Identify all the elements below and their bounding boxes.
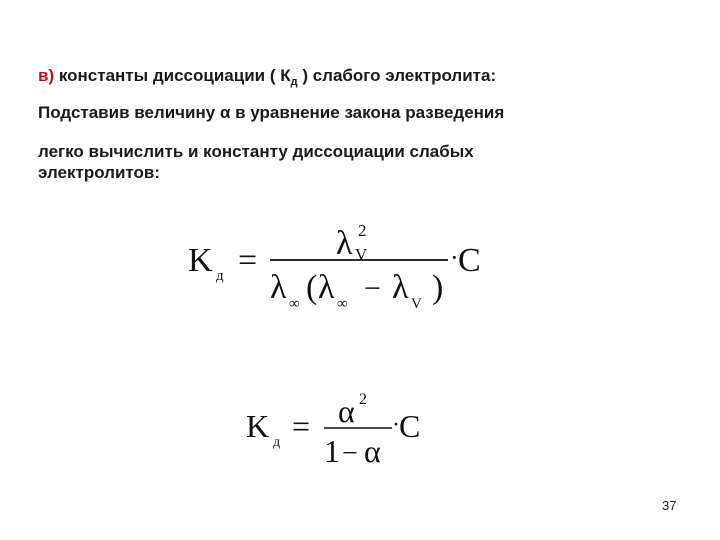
f1-lhs-K: K xyxy=(188,242,213,279)
body-line-2: легко вычислить и константу диссоциации слабых xyxy=(38,142,474,161)
f2-den-alpha: α xyxy=(364,433,381,469)
f1-times: · xyxy=(450,243,459,272)
f1-den-minus: − xyxy=(364,272,381,305)
f2-rhs-C: C xyxy=(399,408,421,444)
f2-lhs-K: K xyxy=(246,408,270,444)
f2-num-alpha: α xyxy=(338,393,355,429)
dissociation-constant-formula-lambda xyxy=(186,214,506,320)
f1-num-sub: V xyxy=(355,245,368,264)
f2-times: · xyxy=(392,412,400,438)
f1-den-lambda1: λ xyxy=(270,269,287,306)
f1-den-sub1: ∞ xyxy=(289,296,300,312)
heading-text-after: ) слабого электролита: xyxy=(302,66,497,85)
page-number: 37 xyxy=(662,498,677,513)
f1-den-sub2: ∞ xyxy=(337,296,348,312)
f1-num-sup: 2 xyxy=(358,221,367,240)
heading-text-before: константы диссоциации ( К xyxy=(58,66,291,85)
f2-den-minus: − xyxy=(342,438,358,469)
f1-lhs-sub: д xyxy=(216,268,224,284)
body-line-1: Подставив величину α в уравнение закона разведения xyxy=(38,103,505,122)
formula1-svg xyxy=(186,214,506,320)
f1-den-lambda2: λ xyxy=(318,269,335,306)
formula2-svg xyxy=(244,390,444,474)
f2-num-sup: 2 xyxy=(359,391,367,408)
section-heading xyxy=(38,66,496,88)
f1-equals: = xyxy=(238,242,258,279)
f1-den-open: ( xyxy=(306,269,318,306)
f1-den-close: ) xyxy=(432,269,444,306)
f1-num-lambda: λ xyxy=(336,225,353,262)
f1-den-lambda3: λ xyxy=(392,269,409,306)
heading-marker: в) xyxy=(38,66,55,85)
f1-den-sub3: V xyxy=(411,296,422,312)
f2-den-one: 1 xyxy=(324,433,340,469)
f1-rhs-C: C xyxy=(458,242,481,279)
heading-subscript: д xyxy=(290,76,298,88)
body-line-3: электролитов: xyxy=(38,163,161,182)
dissociation-constant-formula-alpha xyxy=(244,390,444,474)
f2-equals: = xyxy=(292,408,311,444)
f2-lhs-sub: д xyxy=(273,435,281,450)
